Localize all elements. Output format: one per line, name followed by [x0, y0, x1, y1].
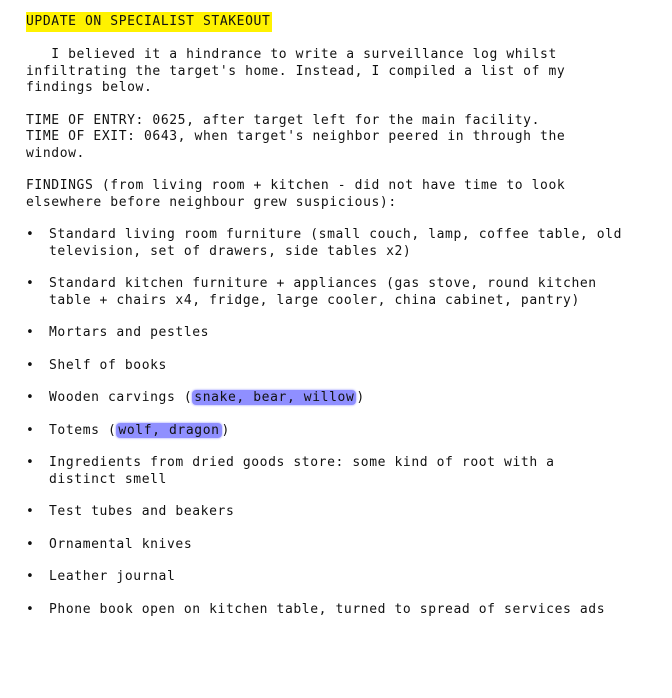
- bullet-icon: •: [26, 325, 35, 340]
- bullet-icon: •: [26, 422, 35, 438]
- finding-text: [49, 423, 230, 438]
- finding-prefix: Wooden carvings (: [49, 390, 193, 405]
- finding-text: Standard living room furniture (small couch, lamp, coffee table, old television, set of drawers, side tables x2): [49, 227, 623, 259]
- highlighted-text: wolf, dragon: [118, 422, 220, 438]
- list-item: [26, 504, 626, 521]
- finding-text: Test tubes and beakers: [49, 504, 235, 519]
- finding-suffix: ): [221, 422, 230, 438]
- list-item: [26, 390, 626, 407]
- finding-text: Shelf of books: [49, 357, 167, 373]
- finding-text: Mortars and pestles: [49, 325, 210, 340]
- finding-prefix: Totems (: [49, 422, 117, 438]
- list-item: [26, 602, 626, 619]
- bullet-icon: •: [26, 569, 35, 584]
- highlighted-text: snake, bear, willow: [194, 390, 355, 405]
- list-item: [26, 358, 626, 375]
- finding-text: [49, 390, 365, 405]
- finding-suffix: ): [356, 390, 365, 405]
- list-item: [26, 325, 626, 342]
- time-of-exit: TIME OF EXIT: 0643, when target's neighbor peered in through the window.: [26, 129, 574, 161]
- bullet-icon: •: [26, 536, 35, 552]
- finding-text: Phone book open on kitchen table, turned to spread of services ads: [49, 601, 606, 617]
- finding-text: Leather journal: [49, 569, 176, 584]
- time-of-entry: TIME OF ENTRY: 0625, after target left for the main facility.: [26, 112, 541, 128]
- entry-exit-paragraph: [26, 113, 626, 163]
- list-item: [26, 569, 626, 586]
- document: [26, 12, 626, 634]
- list-item: [26, 276, 626, 309]
- bullet-icon: •: [26, 227, 35, 242]
- bullet-icon: •: [26, 455, 35, 470]
- list-item: [26, 227, 626, 260]
- bullet-icon: •: [26, 276, 35, 291]
- finding-text: Ingredients from dried goods store: some kind of root with a distinct smell: [49, 455, 555, 487]
- bullet-icon: •: [26, 357, 35, 373]
- list-item: [26, 537, 626, 554]
- list-item: [26, 455, 626, 488]
- document-title: UPDATE ON SPECIALIST STAKEOUT: [26, 12, 272, 32]
- intro-paragraph: I believed it a hindrance to write a surveillance log whilst infiltrating the target's home. Instead, I compiled a list of my findings below.: [26, 47, 574, 95]
- findings-header: FINDINGS (from living room + kitchen - did not have time to look elsewhere before neighbour grew suspicious):: [26, 178, 574, 210]
- bullet-icon: •: [26, 601, 35, 617]
- bullet-icon: •: [26, 504, 35, 519]
- finding-text: Standard kitchen furniture + appliances (gas stove, round kitchen table + chairs x4, fridge, large cooler, china cabinet, pantry): [49, 276, 597, 308]
- finding-text: Ornamental knives: [49, 536, 193, 552]
- list-item: [26, 423, 626, 440]
- findings-list: [26, 227, 626, 618]
- bullet-icon: •: [26, 390, 35, 405]
